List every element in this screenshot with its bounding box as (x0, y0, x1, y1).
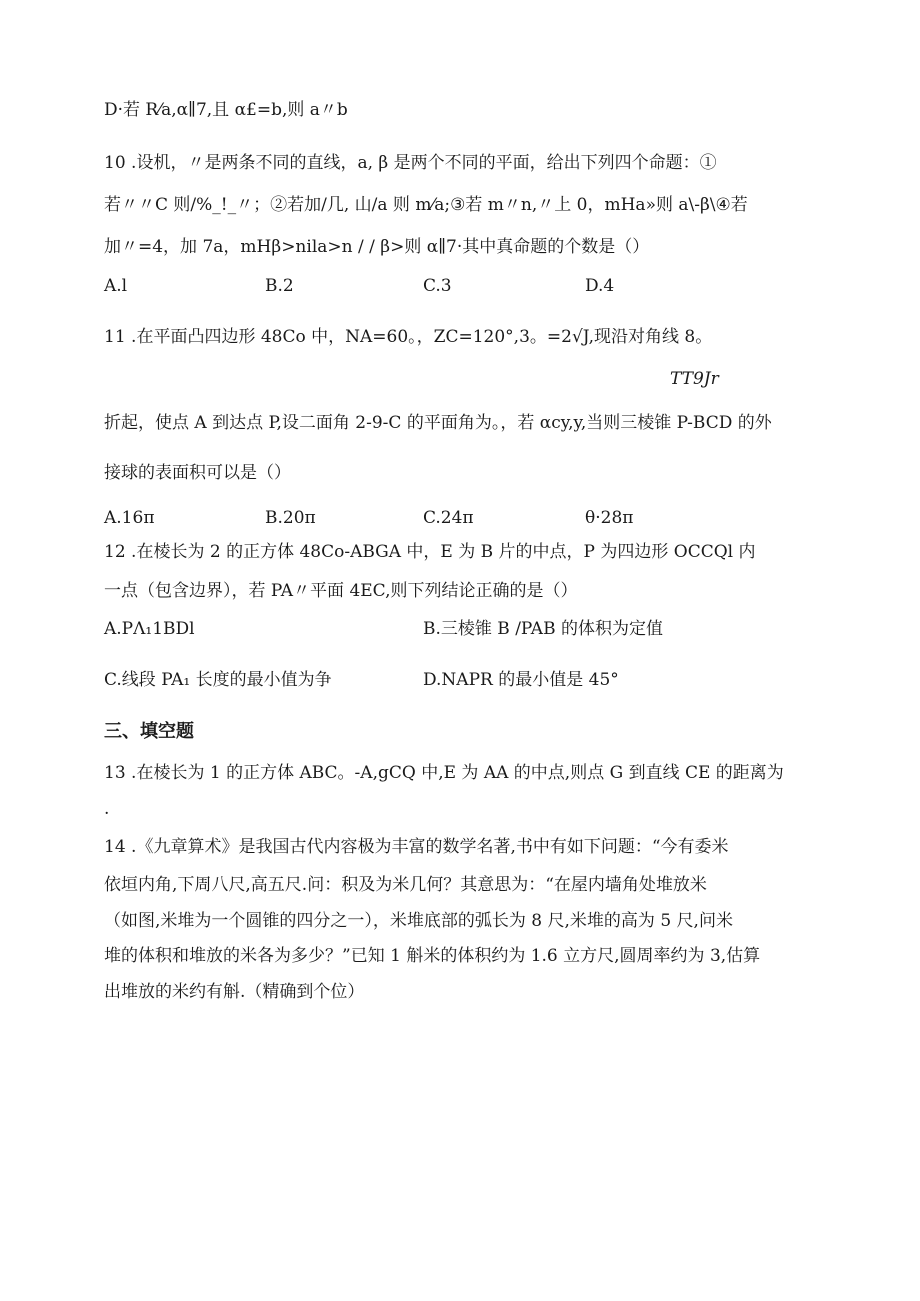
q10-option-c: C.3 (423, 276, 452, 296)
q11-option-b: B.20π (265, 508, 316, 528)
q14-line-3: （如图,米堆为一个圆锥的四分之一），米堆底部的弧长为 8 尺,米堆的高为 5 尺,问米 (104, 911, 733, 931)
q11-line-3: 接球的表面积可以是（） (104, 463, 291, 483)
q9-option-d: D·若 R⁄a,α∥7,且 α£=b,则 a〃b (104, 100, 348, 120)
q14-line-4: 堆的体积和堆放的米各为多少？”已知 1 斛米的体积约为 1.6 立方尺,圆周率约为 3,估算 (104, 946, 761, 966)
q10-option-b: B.2 (265, 276, 294, 296)
q10-line-3: 加〃=4，加 7a，mHβ>nila>n / / β>则 α∥7·其中真命题的个数是（） (104, 237, 650, 257)
q12-line-1: 12 .在棱长为 2 的正方体 48Co-ABGA 中，E 为 B 片的中点，P 为四边形 OCCQl 内 (104, 542, 756, 562)
q11-line-2: 折起，使点 A 到达点 P,设二面角 2-9-C 的平面角为。，若 αcy,y,当则三棱锥 P-BCD 的外 (104, 413, 772, 433)
q12-option-c: C.线段 PA₁ 长度的最小值为争 (104, 670, 332, 690)
q10-option-d: D.4 (585, 276, 615, 296)
q11-option-a: A.16π (104, 508, 155, 528)
q12-option-a: A.PΛ₁1BDl (104, 619, 195, 639)
q14-line-2: 依垣内角,下周八尺,高五尺.问：积及为米几何？其意思为：“在屋内墙角处堆放米 (104, 875, 707, 895)
q12-option-b: B.三棱锥 B /PAB 的体积为定值 (423, 619, 663, 639)
q14-line-5: 出堆放的米约有斛.（精确到个位） (104, 982, 365, 1002)
q14-line-1: 14 .《九章算术》是我国古代内容极为丰富的数学名著,书中有如下问题：“今有委米 (104, 837, 729, 857)
q13-line-2: . (104, 799, 110, 819)
q11-option-c: C.24π (423, 508, 474, 528)
q12-line-2: 一点（包含边界），若 PA〃平面 4EC,则下列结论正确的是（） (104, 581, 578, 601)
q11-note: TT9Jr (670, 369, 719, 389)
q10-line-2: 若〃〃C 则/%_!_〃；②若加/几, 山/a 则 m⁄a;③若 m〃n,〃上 0，mHa»则 a\-β\④若 (104, 195, 748, 215)
q13-line-1: 13 .在棱长为 1 的正方体 ABC。-A,gCQ 中,E 为 AA 的中点,则点 G 到直线 CE 的距离为 (104, 763, 784, 783)
q10-option-a: A.l (104, 276, 128, 296)
q11-line-1: 11 .在平面凸四边形 48Co 中，NA=60。，ZC=120°,3。=2√J,现沿对角线 8。 (104, 327, 713, 347)
q10-line-1: 10 .设机，〃是两条不同的直线，a, β 是两个不同的平面，给出下列四个命题：① (104, 153, 717, 173)
section-title-fill-in: 三、填空题 (104, 721, 194, 742)
q12-option-d: D.NAPR 的最小值是 45° (423, 670, 619, 690)
q11-option-d: θ·28π (585, 508, 634, 528)
